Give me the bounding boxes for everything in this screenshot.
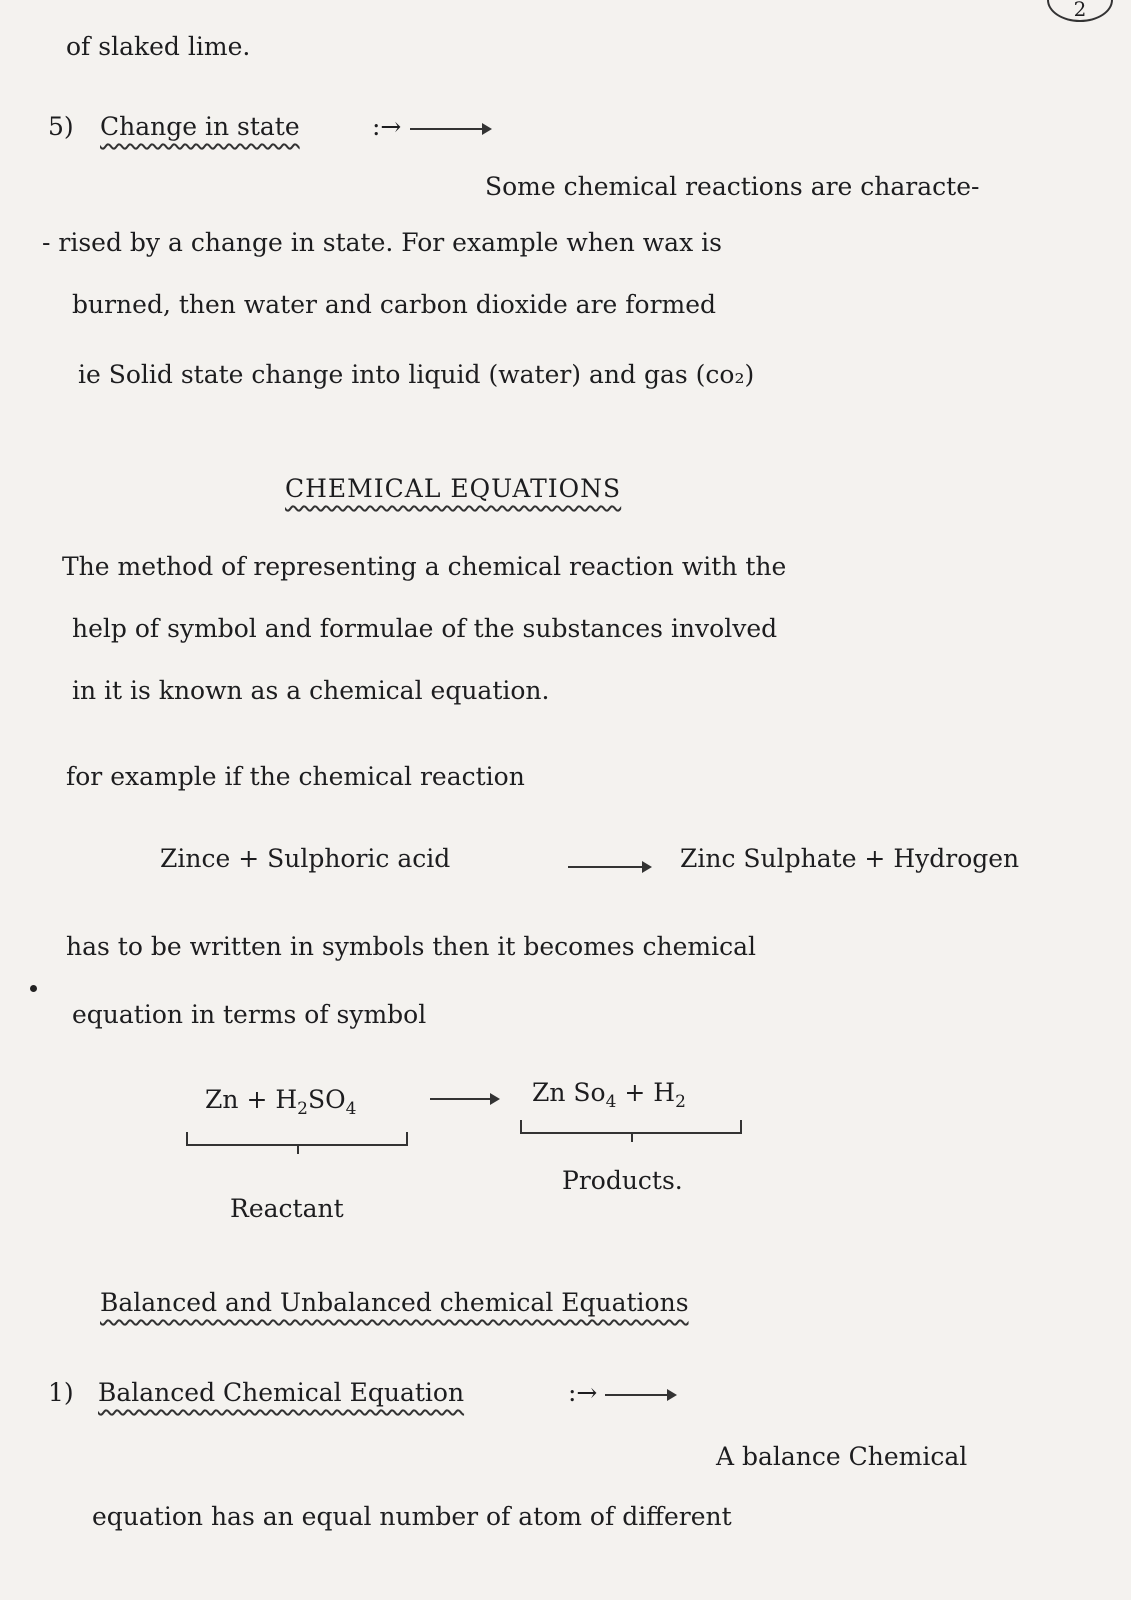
- balanced-line-2: equation has an equal number of atom of different: [92, 1502, 732, 1531]
- page-number: 2: [1047, 0, 1113, 22]
- example-intro: for example if the chemical reaction: [66, 762, 525, 791]
- section-5-line-1: Some chemical reactions are characte-: [485, 172, 980, 201]
- zinc-symbol: Zn: [205, 1085, 239, 1114]
- zinc-sulphate-sub-4: 4: [605, 1092, 617, 1112]
- balanced-arrow-icon: [605, 1394, 675, 1396]
- sulphuric-acid-h: H: [275, 1085, 298, 1114]
- word-equation-arrow-icon: [568, 866, 650, 868]
- heading-arrow-icon: [410, 128, 490, 130]
- hydrogen-formula: + H: [624, 1078, 676, 1107]
- symbol-equation-reactants: [205, 1085, 356, 1119]
- balanced-sub-number: 1): [48, 1378, 74, 1407]
- definition-line-1: The method of representing a chemical reaction with the: [62, 552, 787, 581]
- word-equation-reactants: Zince + Sulphoric acid: [160, 844, 451, 873]
- margin-dot: [30, 985, 37, 992]
- symbol-equation-products: [532, 1078, 686, 1112]
- products-brace: [520, 1120, 742, 1134]
- symbol-equation-arrow-icon: [430, 1098, 498, 1100]
- balanced-sub-suffix: :→: [568, 1378, 598, 1407]
- sulphuric-acid-sub-2: 2: [297, 1099, 308, 1119]
- section-5-heading: Change in state: [100, 112, 300, 141]
- symbol-text-line-2: equation in terms of symbol: [72, 1000, 427, 1029]
- balanced-heading: Balanced and Unbalanced chemical Equations: [100, 1288, 689, 1317]
- reactant-brace: [186, 1132, 408, 1146]
- balanced-sub-heading: Balanced Chemical Equation: [98, 1378, 465, 1407]
- section-5-line-3: burned, then water and carbon dioxide are formed: [72, 290, 717, 319]
- definition-line-3: in it is known as a chemical equation.: [72, 676, 550, 705]
- products-label: Products.: [562, 1166, 683, 1195]
- sulphuric-acid-so: SO: [307, 1085, 346, 1114]
- continuation-line: of slaked lime.: [66, 32, 251, 61]
- symbol-text-line-1: has to be written in symbols then it becomes chemical: [66, 932, 756, 961]
- section-5-line-2: - rised by a change in state. For example when wax is: [42, 228, 722, 257]
- hydrogen-sub-2: 2: [675, 1092, 686, 1112]
- section-5-line-4: ie Solid state change into liquid (water) and gas (co₂): [78, 360, 755, 389]
- word-equation-products: Zinc Sulphate + Hydrogen: [680, 844, 1020, 873]
- definition-line-2: help of symbol and formulae of the substances involved: [72, 614, 778, 643]
- section-5-suffix: :→: [372, 112, 402, 141]
- section-5-number: 5): [48, 112, 74, 141]
- plus-sign: +: [246, 1085, 268, 1114]
- zinc-sulphate-formula: Zn So: [532, 1078, 606, 1107]
- reactant-label: Reactant: [230, 1194, 344, 1223]
- sulphuric-acid-sub-4: 4: [345, 1099, 357, 1119]
- balanced-line-1: A balance Chemical: [716, 1442, 968, 1471]
- chemical-equations-heading: CHEMICAL EQUATIONS: [285, 474, 622, 503]
